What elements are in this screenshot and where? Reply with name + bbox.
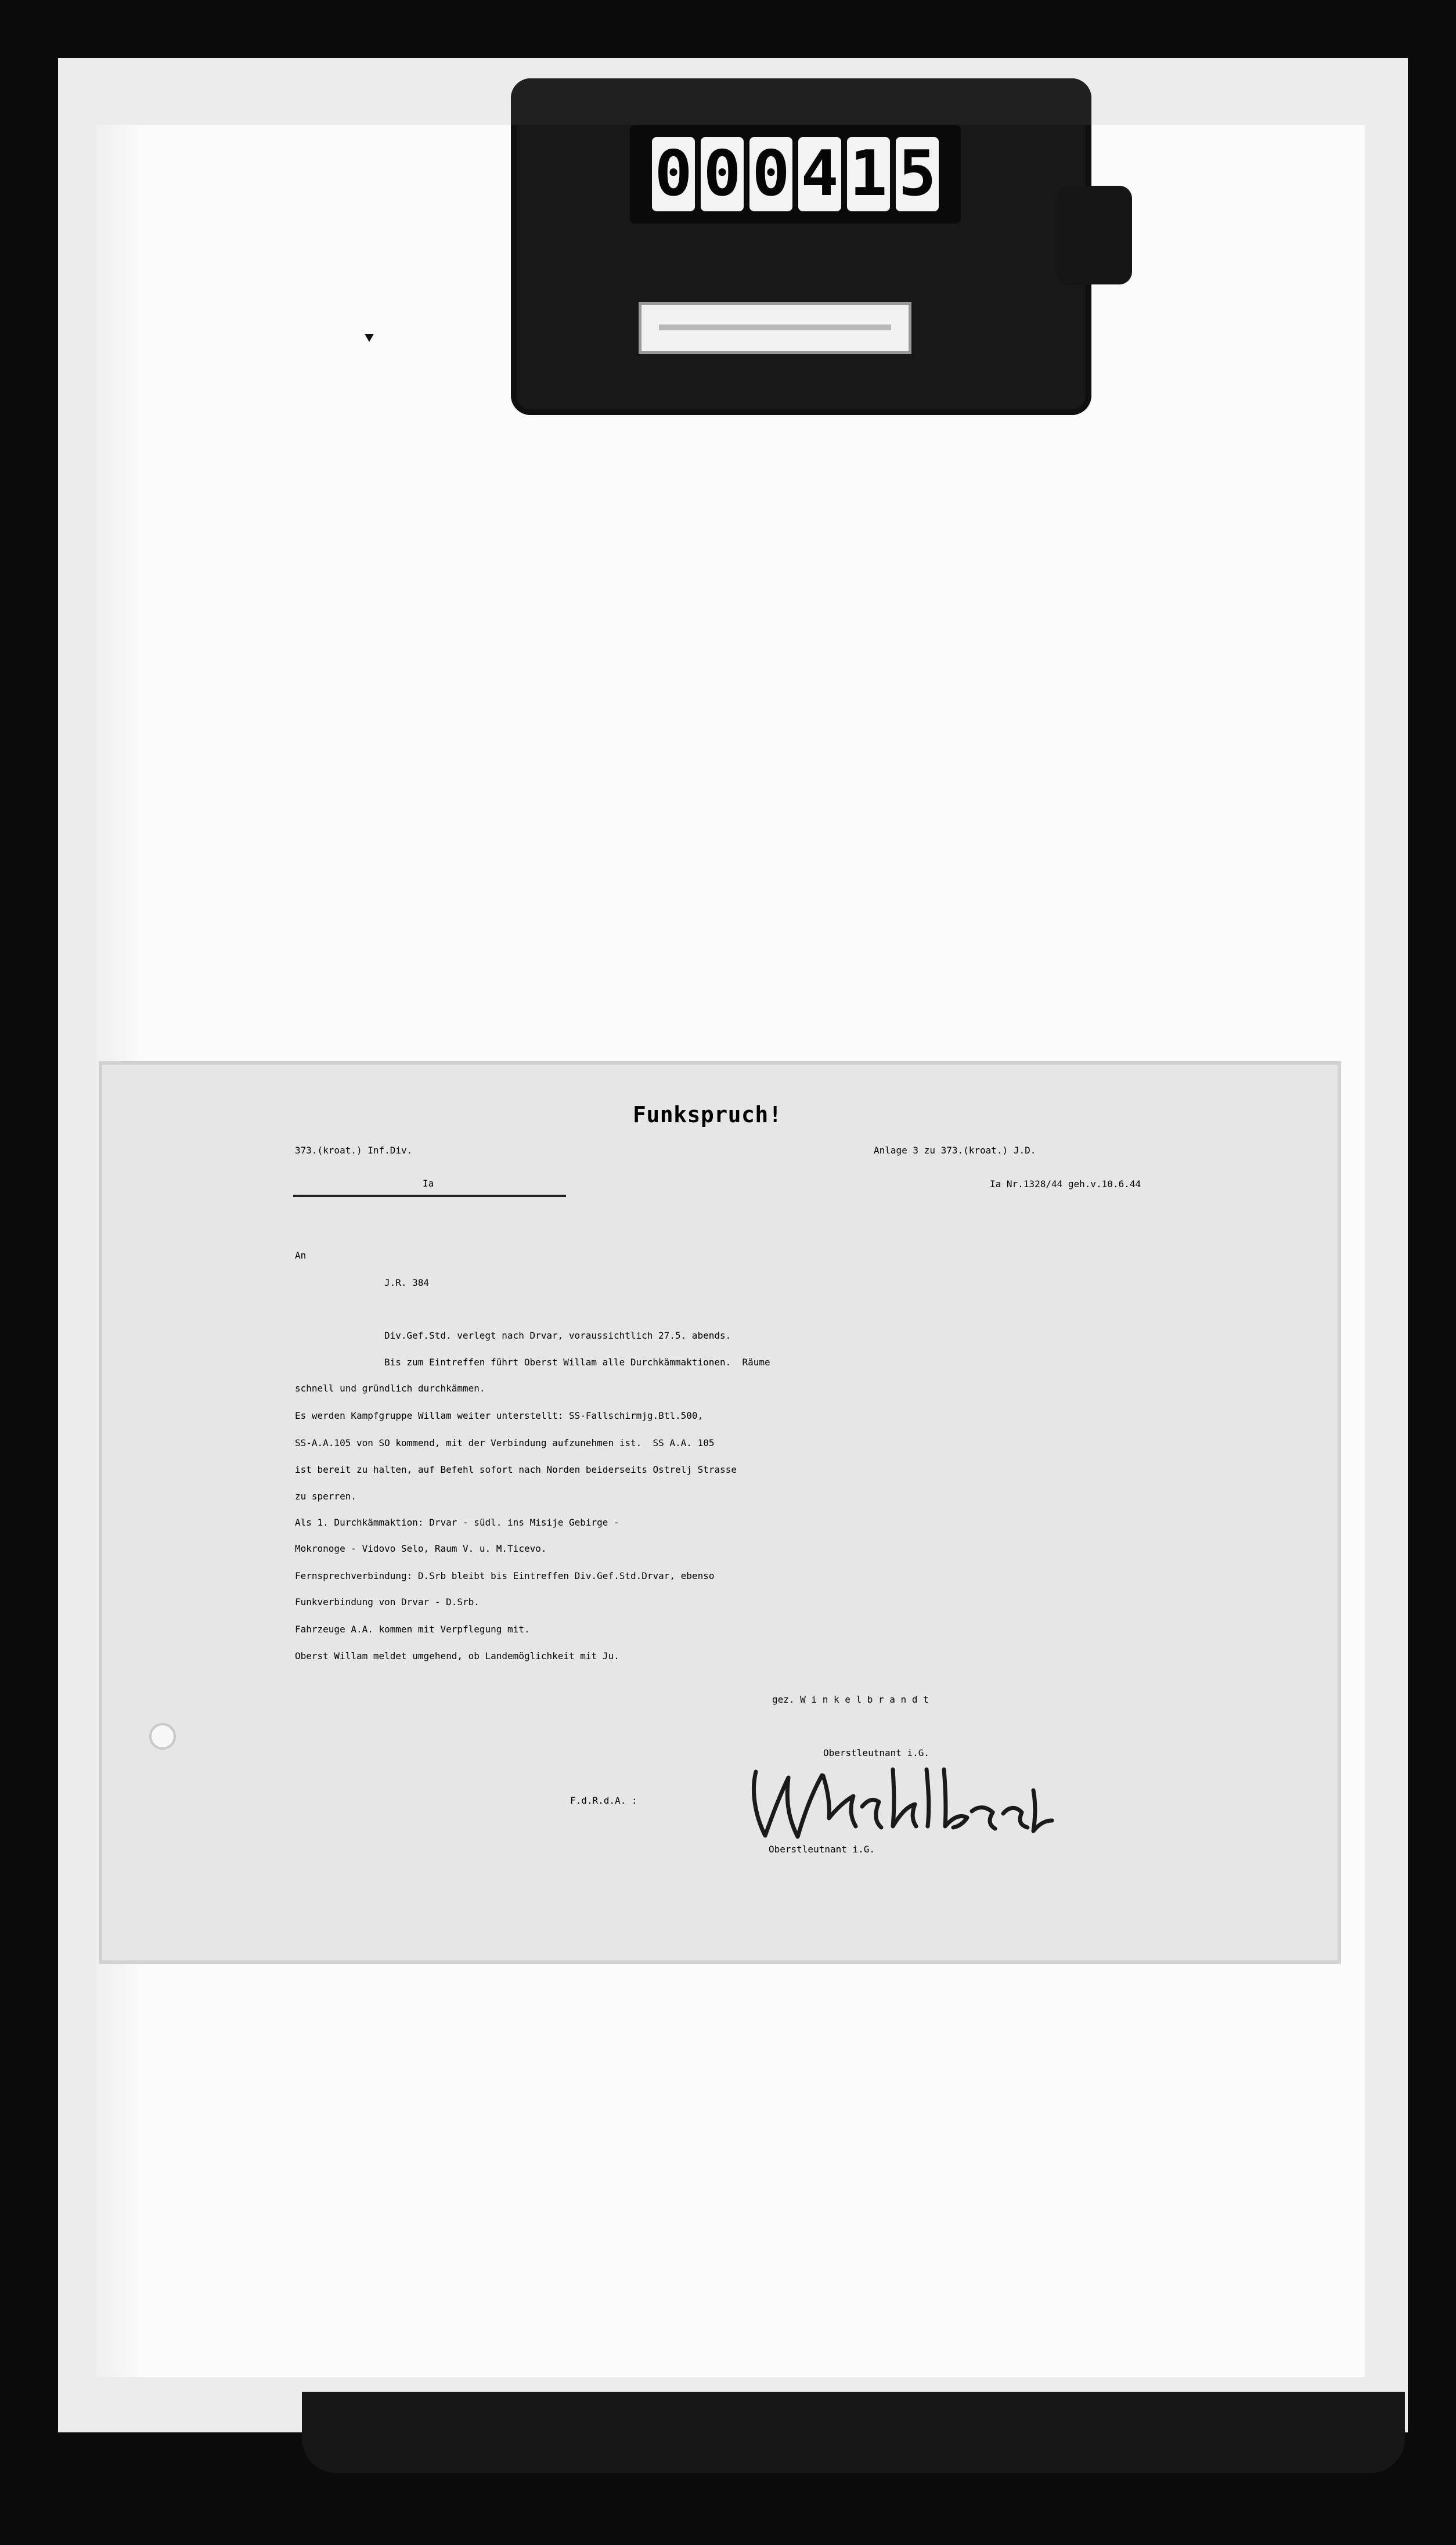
counter-digit: 1 — [847, 137, 890, 211]
bottom-dark-edge — [302, 2392, 1405, 2473]
body-line: Mokronoge - Vidovo Selo, Raum V. u. M.Ticevo. — [295, 1543, 547, 1554]
fdrda-label: F.d.R.d.A. : — [570, 1795, 637, 1806]
signed-by-line: gez. W i n k e l b r a n d t — [772, 1694, 929, 1705]
reference-line-1: Anlage 3 zu 373.(kroat.) J.D. — [874, 1145, 1036, 1156]
counter-plate — [639, 302, 911, 354]
body-line: SS-A.A.105 von SO kommend, mit der Verbindung aufzunehmen ist. SS A.A. 105 — [295, 1437, 715, 1448]
body-line: Div.Gef.Std. verlegt nach Drvar, voraussichtlich 27.5. abends. — [384, 1330, 731, 1341]
body-line: Funkverbindung von Drvar - D.Srb. — [295, 1596, 480, 1607]
punch-hole — [149, 1723, 176, 1750]
sender-underline — [293, 1195, 566, 1197]
counter-digit: 0 — [701, 137, 744, 211]
body-line: Es werden Kampfgruppe Willam weiter unterstellt: SS-Fallschirmjg.Btl.500, — [295, 1410, 704, 1421]
body-line: zu sperren. — [295, 1491, 356, 1502]
body-line: Oberst Willam meldet umgehend, ob Landemöglichkeit mit Ju. — [295, 1650, 619, 1661]
body-line: ist bereit zu halten, auf Befehl sofort nach Norden beiderseits Ostrelj Strasse — [295, 1464, 737, 1475]
body-line: Fernsprechverbindung: D.Srb bleibt bis Eintreffen Div.Gef.Std.Drvar, ebenso — [295, 1570, 715, 1581]
sender-subunit: Ia — [423, 1178, 434, 1189]
typed-message-document — [99, 1061, 1341, 1964]
rank-line-2: Oberstleutnant i.G. — [769, 1844, 875, 1855]
body-line: Als 1. Durchkämmaktion: Drvar - südl. ins Misije Gebirge - — [295, 1517, 619, 1528]
body-line: Bis zum Eintreffen führt Oberst Willam alle Durchkämmaktionen. Räume — [384, 1357, 770, 1368]
counter-display — [630, 125, 961, 224]
sender-unit: 373.(kroat.) Inf.Div. — [295, 1145, 413, 1156]
handwritten-signature — [743, 1750, 1057, 1848]
counter-digit: 0 — [652, 137, 695, 211]
addressee-label: An — [295, 1250, 307, 1261]
body-line: Fahrzeuge A.A. kommen mit Verpflegung mit. — [295, 1624, 530, 1635]
small-arrow-mark — [365, 334, 374, 342]
counter-knob — [1057, 186, 1132, 284]
counter-digit: 5 — [896, 137, 939, 211]
counter-digit: 0 — [749, 137, 792, 211]
addressee: J.R. 384 — [384, 1277, 430, 1288]
body-line: schnell und gründlich durchkämmen. — [295, 1383, 485, 1394]
rank-line-1: Oberstleutnant i.G. — [823, 1747, 930, 1758]
reference-line-2: Ia Nr.1328/44 geh.v.10.6.44 — [990, 1178, 1141, 1189]
counter-digit: 4 — [798, 137, 841, 211]
document-title: Funkspruch! — [633, 1102, 783, 1127]
